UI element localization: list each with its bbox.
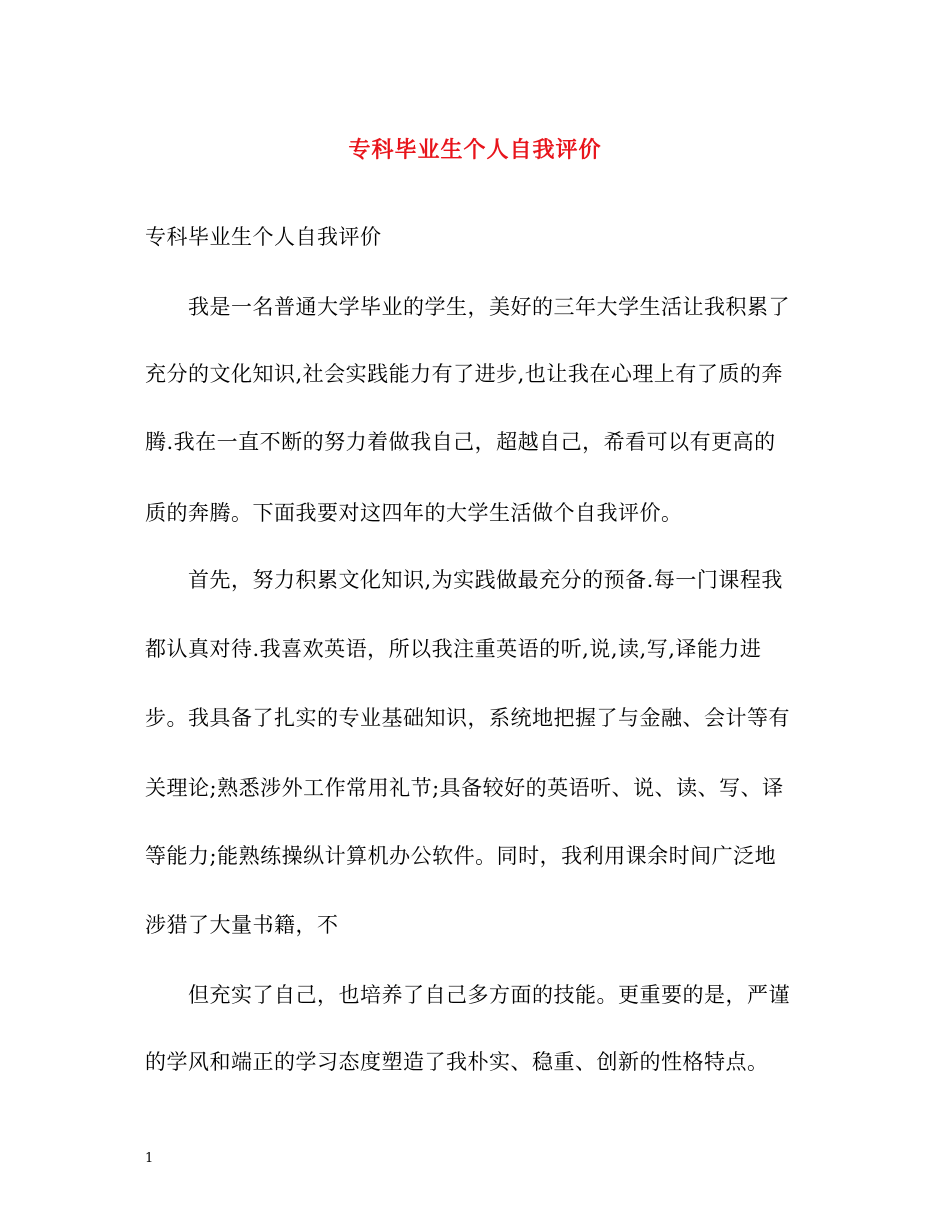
document-title: 专科毕业生个人自我评价 [348, 137, 602, 163]
paragraph-line-12: 的学风和端正的学习态度塑造了我朴实、稳重、创新的性格特点。 [145, 1050, 769, 1074]
paragraph-line-11: 但充实了自己，也培养了自己多方面的技能。更重要的是，严谨 [188, 983, 790, 1007]
paragraph-line-6: 都认真对待.我喜欢英语，所以我注重英语的听,说,读,写,译能力进 [145, 637, 762, 661]
paragraph-line-7: 步。我具备了扎实的专业基础知识，系统地把握了与金融、会计等有 [145, 706, 790, 730]
paragraph-line-10: 涉猎了大量书籍，不 [145, 913, 339, 937]
paragraph-line-2: 充分的文化知识,社会实践能力有了进步,也让我在心理上有了质的奔 [145, 362, 783, 386]
document-subtitle: 专科毕业生个人自我评价 [145, 225, 382, 249]
paragraph-line-1: 我是一名普通大学毕业的学生，美好的三年大学生活让我积累了 [188, 295, 790, 319]
paragraph-line-9: 等能力;能熟练操纵计算机办公软件。同时，我利用课余时间广泛地 [145, 844, 777, 868]
page-number: 1 [145, 1151, 154, 1166]
paragraph-line-3: 腾.我在一直不断的努力着做我自己，超越自己，希看可以有更高的 [145, 430, 776, 454]
paragraph-line-8: 关理论;熟悉涉外工作常用礼节;具备较好的英语听、说、读、写、译 [145, 776, 784, 800]
paragraph-line-5: 首先，努力积累文化知识,为实践做最充分的预备.每一门课程我 [188, 568, 783, 592]
paragraph-line-4: 质的奔腾。下面我要对这四年的大学生活做个自我评价。 [145, 501, 683, 525]
